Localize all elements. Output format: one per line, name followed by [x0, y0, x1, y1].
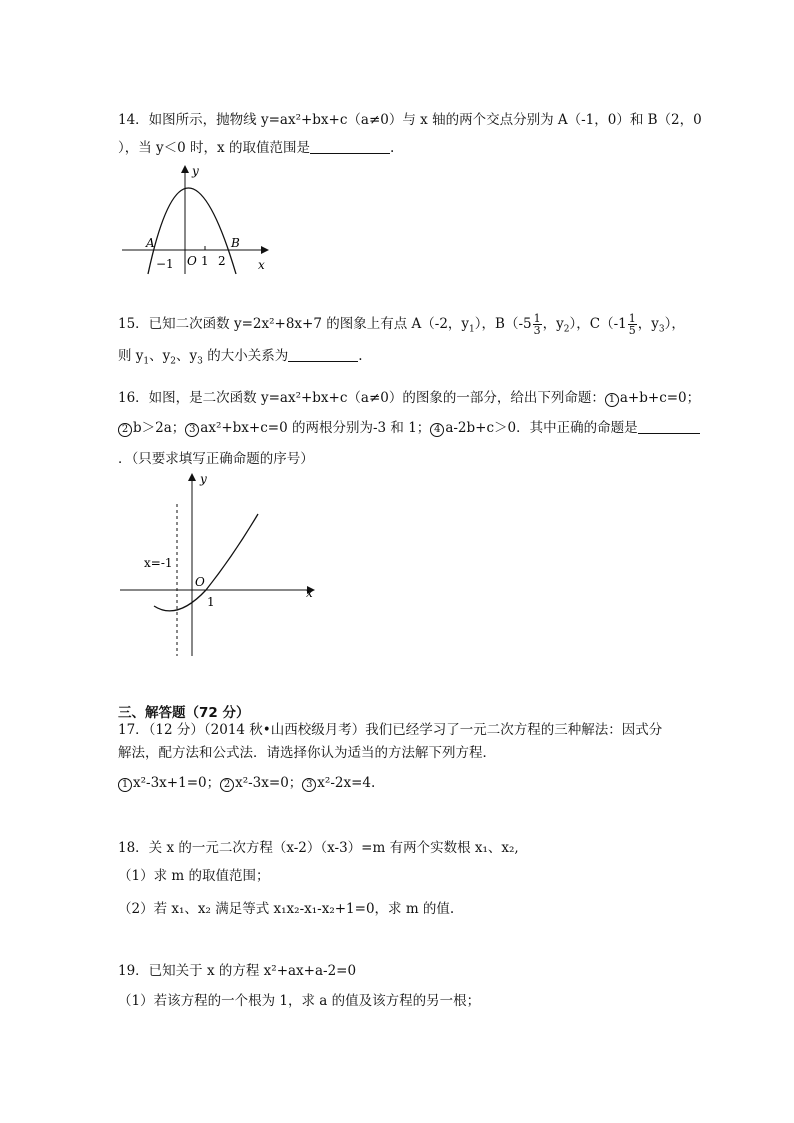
q18-line2: （1）求 m 的取值范围；: [118, 868, 270, 884]
q14-point-b: B: [231, 236, 240, 250]
q14-parabola-graph: [118, 162, 278, 277]
q14-tick-1: 1: [201, 254, 209, 268]
q14-tick-2: 2: [218, 254, 226, 268]
q14-tick-minus1: −1: [156, 257, 174, 271]
q16-line2: 2 b＞2a； 3 ax²+bx+c=0 的两根分别为-3 和 1； 4 a-2b+c＞0．其中正确的命题是: [118, 418, 700, 438]
q14-answer-blank[interactable]: [310, 139, 390, 154]
q15-fraction-2: $\frac{1}{5}$: [628, 312, 636, 337]
q14-line1: 14．如图所示，抛物线 y=ax²+bx+c（a≠0）与 x 轴的两个交点分别为 A（-1，0）和 B（2，0: [118, 112, 702, 128]
q14-x-label: x: [258, 258, 265, 272]
q14-y-label: y: [192, 164, 199, 178]
q17-equations: 1 x²-3x+1=0； 2 x²-3x=0； 3 x²-2x=4.: [118, 773, 375, 793]
q19-line2: （1）若该方程的一个根为 1，求 a 的值及该方程的另一根；: [118, 993, 481, 1009]
q15-answer-blank[interactable]: [288, 347, 358, 362]
q15-line1: 15．已知二次函数 y=2x²+8x+7 的图象上有点 A（-2，$y_1$），B（-5 $\frac{1}{3}$ ，$y_2$），C（-1 $\frac{1}{5}$ ，$y_3$），: [118, 312, 685, 337]
q16-tick-1: 1: [207, 595, 215, 609]
q19-line1: 19．已知关于 x 的方程 x²+ax+a-2=0: [118, 963, 357, 979]
q16-y-label: y: [200, 472, 207, 486]
q16-line1: 16．如图，是二次函数 y=ax²+bx+c（a≠0）的图象的一部分，给出下列命题： 1 a+b+c=0；: [118, 390, 701, 406]
section3-title: 三、解答题（72 分）: [118, 705, 250, 721]
q14-line2: ），当 y＜0 时，x 的取值范围是 .: [118, 140, 395, 156]
q16-origin: O: [195, 575, 205, 589]
q14-point-a: A: [146, 236, 155, 250]
q17-line1: 17．（12 分）（2014 秋•山西校级月考）我们已经学习了一元二次方程的三种解法：因式分: [118, 722, 663, 738]
q16-x-label: x: [306, 586, 313, 600]
q17-line2: 解法，配方法和公式法．请选择你认为适当的方法解下列方程．: [118, 745, 496, 761]
q14-origin: O: [187, 254, 197, 268]
q15-fraction-1: $\frac{1}{3}$: [533, 312, 541, 337]
q16-axis-label: x=-1: [144, 556, 173, 570]
q18-line1: 18．关 x 的一元二次方程（x-2）（x-3）=m 有两个实数根 x₁、x₂,: [118, 840, 519, 856]
q16-answer-blank[interactable]: [638, 419, 700, 434]
q16-line3: ．（只要求填写正确命题的序号）: [118, 451, 314, 467]
q18-line3: （2）若 x₁、x₂ 满足等式 x₁x₂-x₁-x₂+1=0，求 m 的值.: [118, 901, 455, 917]
q15-line2: 则 $y_1$、$y_2$、$y_3$ 的大小关系为 .: [118, 348, 363, 367]
q16-parabola-graph: [118, 466, 323, 658]
